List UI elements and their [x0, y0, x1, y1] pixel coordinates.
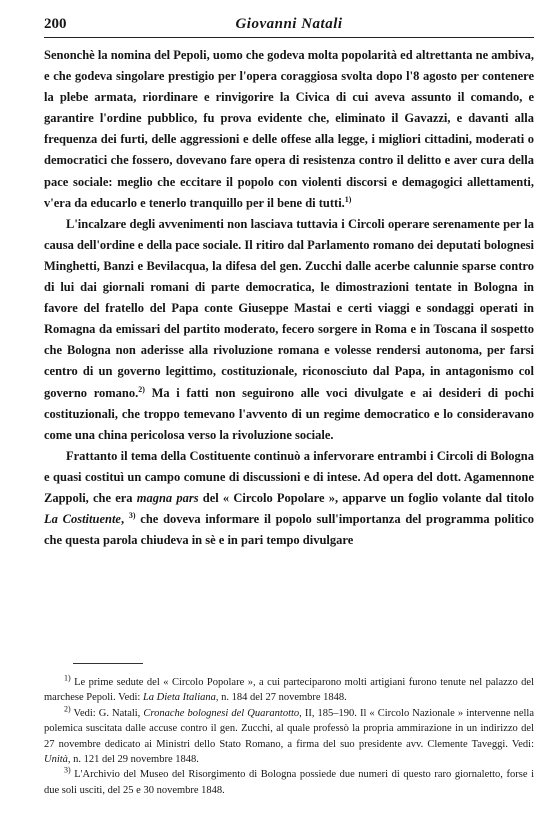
paragraph-3-text-d: che doveva informare il popolo sull'importanza del programma politico che questa parola chiudeva in sè e in pari tempo divulgare — [44, 512, 535, 548]
footnote-3-mark: 3) — [64, 765, 71, 775]
footnotes — [44, 675, 534, 798]
paragraph-3-text-b: del « Circolo Popolare », apparve un foglio volante dal titolo — [198, 490, 535, 505]
footnote-1-mark: 1) — [64, 673, 71, 683]
paragraph-3-text-c: , — [120, 512, 129, 527]
footnote-2-mark: 2) — [64, 704, 71, 714]
page-header — [44, 14, 534, 36]
footnote-rule — [73, 663, 143, 664]
footnote-1 — [44, 675, 534, 706]
footnote-2-tail: , n. 121 del 29 novembre 1848. — [67, 754, 199, 766]
footnote-1-source: La Dieta Italiana — [142, 692, 216, 704]
footnote-2 — [44, 706, 534, 768]
page-number: 200 — [44, 16, 67, 32]
footnote-1-text: Le prime sedute del « Circolo Popolare », a cui parteciparono molti artigiani furono tenute nel palazzo del marchese Pepoli. Vedi: — [44, 677, 534, 704]
paragraph-3 — [44, 446, 534, 551]
magna-pars-italic: magna pars — [136, 490, 199, 505]
paragraph-3-text-a: Frattanto il tema della Costituente continuò a infervorare entrambi i Circoli di Bologna e quasi costituì un campo comune di discussioni e di intese. Ad opera del dott. Agamennone Zappoli, che era — [44, 448, 534, 505]
paragraph-2-text-a: L'incalzare degli avvenimenti non lasciava tuttavia i Circoli operare serenamente per la causa dell'ordine e della pace sociale. Il ritiro dal Parlamento romano dei deputati bolognesi Minghetti, Banzi e Bevilacqua, la difesa del gen. Zucchi dalle acerbe calunnie sparse contro di lui dai giornali romani di parte democratica, le dimostrazioni tentate in Bologna in favore del fratello del Papa conte Giuseppe Mastai e certi viaggi e sondaggi operati in Romagna da emissari del partito moderato, fecero sorgere in Roma e in Toscana il sospetto che Bologna non aderisse alla rivoluzione romana e volesse rendersi autonoma, per farsi centro di un governo legittimo, costituzionale, riconosciuto dal Papa, in antagonismo col governo romano. — [44, 216, 534, 400]
footnote-2-mid: , II, 185–190. Il « Circolo Nazionale » intervenne nella polemica suscitata dalle accuse contro il gen. Zucchi, al quale professò la propria ammirazione in un indirizzo del 27 novembre dedicato ai Ministri dello Stato Romano, a firma del suo presidente avv. Clemente Taveggi. Vedi: — [44, 707, 534, 750]
footnote-3 — [44, 767, 534, 798]
body-text — [44, 45, 534, 551]
footnote-ref-1: 1) — [344, 194, 352, 204]
paragraph-2 — [44, 214, 534, 446]
footnote-2-source: Cronache bolognesi del Quarantotto — [143, 707, 300, 719]
footnote-3-text: L'Archivio del Museo del Risorgimento di Bologna possiede due numeri di questo raro giornaletto, forse i due soli usciti, del 25 e 30 novembre 1848. — [44, 769, 534, 796]
footnote-2-source-2: Unità — [44, 754, 68, 766]
footnote-1-tail: , n. 184 del 27 novembre 1848. — [215, 692, 347, 704]
header-rule — [44, 37, 534, 38]
footnote-2-text: Vedi: G. Natali, — [70, 707, 144, 719]
running-head: Giovanni Natali — [235, 16, 343, 32]
paragraph-1-text: Senonchè la nomina del Pepoli, uomo che godeva molta popolarità ed altrettanta ne ambiva, e che godeva singolare prestigio per l'opera coraggiosa svolta dopo l'8 agosto per contenere la plebe armata, riordinare e rinvigorire la Civica di cui aveva assunto il comando, e garantire l'ordine pubblico, fu prova evidente che, eliminato il Gavazzi, e davanti alla frequenza dei furti, delle aggressioni e delle offese alla legge, i migliori cittadini, moderati o democratici che fossero, dovevano fare opera di resistenza contro il delitto e aver cura della pace sociale: meglio che eccitare il popolo con violenti discorsi e demagogici allettamenti, v'era da educarlo e tenerlo tranquillo per il bene di tutti. — [44, 48, 534, 210]
la-costituente-title: La Costituente — [44, 512, 121, 527]
footnote-ref-3: 3) — [128, 510, 136, 520]
paragraph-1 — [44, 45, 534, 214]
paragraph-2-text-b: Ma i fatti non seguirono alle voci divulgate e ai desideri di pochi costituzionali, che troppo temevano l'avvento di un regime democratico e lo consideravano come una china pericolosa verso la rivoluzione sociale. — [44, 385, 534, 442]
footnote-ref-2: 2) — [138, 384, 145, 394]
